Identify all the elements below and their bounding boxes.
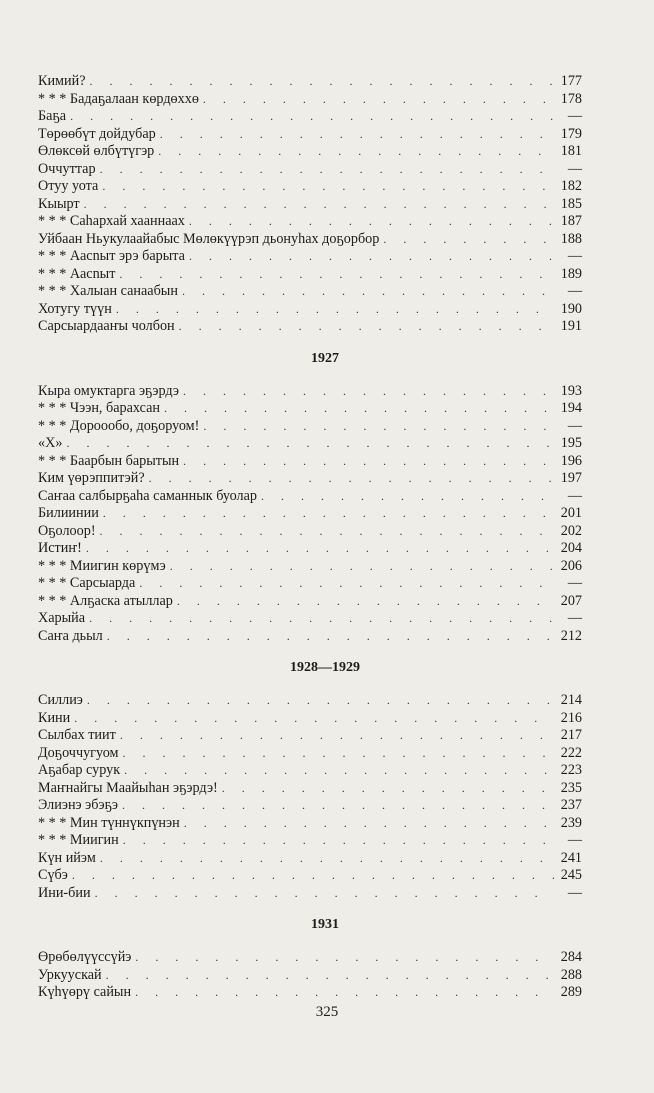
entry-page-number: 181 [560,143,582,159]
entry-page-number: 178 [560,90,582,107]
dot-leader [119,266,554,284]
entry-title: Доҕоччугуом [38,744,119,761]
entry-title: Силлиэ [38,692,83,708]
entry-title: «Х» [38,435,63,451]
toc-entry [38,710,582,728]
entry-title: * * * Дороообо, доҕоруом! [38,417,200,434]
entry-page-number: 206 [560,557,582,574]
dot-leader [89,610,554,628]
dot-leader [177,593,554,611]
dot-leader [106,967,554,985]
dot-leader [182,283,554,301]
entry-title: Өрөбөлүүссүйэ [38,949,132,965]
entry-title: Төрөөбүт дойдубар [38,125,156,142]
dot-leader [102,178,554,196]
toc-entry [38,453,582,471]
toc-section [38,350,582,646]
entry-page-number: 288 [560,966,582,983]
entry-page-number: 216 [560,709,582,726]
toc-entry [38,418,582,436]
entry-page-number: 191 [560,318,582,334]
dot-leader [84,196,554,214]
dot-leader [107,628,554,646]
entry-page-number: 239 [560,814,582,831]
entry-page-number: — [567,417,582,434]
entry-page-number: 177 [560,73,582,89]
dot-leader [183,453,554,471]
entry-title: Сүбэ [38,867,68,883]
toc-entry [38,575,582,593]
entry-title: Кыра омуктарга эҕэрдэ [38,382,180,399]
dot-leader [120,727,554,745]
toc-entry [38,797,582,815]
entry-page-number: 196 [560,452,582,469]
toc-entry [38,949,582,967]
entry-page-number: 182 [560,178,582,194]
toc-entry [38,73,582,91]
dot-leader [122,797,554,815]
entry-page-number: — [567,248,582,264]
entry-page-number: 207 [560,592,582,609]
entry-page-number: 197 [560,470,582,486]
dot-leader [179,318,554,336]
toc-entry [38,558,582,576]
dot-leader [383,231,554,249]
toc-entry [38,745,582,763]
dot-leader [164,400,554,418]
toc-entry [38,196,582,214]
entry-title: Ким үөрэппитэй? [38,470,145,486]
toc-entry [38,610,582,628]
toc-entry [38,318,582,336]
dot-leader [95,885,554,903]
entry-page-number: 201 [560,505,582,521]
toc-entry [38,161,582,179]
toc-entry [38,91,582,109]
entry-title: * * * Сарсыарда [38,575,136,591]
entry-title: Саҥаа салбырҕаһа саманнык буолар [38,487,257,504]
section-year-heading: 1928—1929 [290,660,360,675]
toc-entry [38,248,582,266]
entry-page-number: — [567,487,582,504]
dot-leader [261,488,554,506]
toc-entry [38,523,582,541]
section-year-heading: 1927 [311,350,339,366]
toc-section [38,916,582,1002]
entry-title: Уйбаан Ньукулаайабыс Мөлөкүүрэп дьонуһах доҕорбор [38,230,380,247]
toc-entry [38,283,582,301]
entry-title: Ини-бии [38,884,91,901]
entry-page-number: 223 [560,762,582,778]
dot-leader [160,126,554,144]
entry-title: * * * Алҕаска атыллар [38,592,173,609]
toc-entry [38,867,582,885]
dot-leader [100,850,554,868]
toc-entry [38,692,582,710]
dot-leader [189,248,554,266]
entry-title: Истиҥ! [38,540,82,556]
entry-page-number: 235 [560,779,582,796]
toc-entry [38,383,582,401]
entry-title: * * * Мин түннүкпүнэн [38,814,180,831]
dot-leader [124,762,554,780]
dot-leader [149,470,554,488]
entry-title: * * * Аасnыт [38,265,116,282]
entry-page-number: 195 [560,435,582,451]
entry-title: * * * Чээн, барахсан [38,400,160,416]
toc-entry [38,488,582,506]
entry-title: Күһүөрү сайын [38,984,132,1000]
dot-leader [184,815,554,833]
dot-leader [203,91,554,109]
entry-page-number: 193 [560,382,582,399]
toc-entry [38,762,582,780]
toc-section [38,659,582,902]
entry-title: Оччуттар [38,160,96,177]
toc-entry [38,108,582,126]
entry-title: Аҕабар сурук [38,762,121,778]
dot-leader [203,418,554,436]
toc-entry [38,885,582,903]
dot-leader [70,108,554,126]
entry-page-number: — [567,575,582,591]
toc-entry [38,984,582,1002]
entry-page-number: 179 [560,125,582,142]
entry-page-number: 241 [560,849,582,866]
toc-section [38,73,582,336]
entry-page-number: — [567,160,582,177]
entry-title: Кимий? [38,73,86,89]
dot-leader [222,780,554,798]
dot-leader [189,213,554,231]
toc-entry [38,178,582,196]
dot-leader [123,745,554,763]
entry-page-number: 190 [560,300,582,317]
entry-page-number: 188 [560,230,582,247]
dot-leader [183,383,554,401]
entry-title: Сылбах тиит [38,727,116,743]
entry-title: Оҕолоор! [38,522,96,539]
entry-title: Харыйа [38,610,86,626]
dot-leader [66,435,554,453]
entry-title: Өлөксөй өлбүтүгэр [38,143,155,159]
entry-title: Хотугу түүн [38,300,112,317]
dot-leader [74,710,554,728]
toc-entry [38,470,582,488]
dot-leader [86,540,554,558]
entry-page-number: 202 [560,522,582,539]
dot-leader [139,575,554,593]
entry-title: Маҥнайгы Маайыһан эҕэрдэ! [38,779,218,796]
toc-entry [38,628,582,646]
toc-entry [38,143,582,161]
entry-title: * * * Халыан санаабын [38,283,178,299]
toc-entry [38,593,582,611]
entry-title: Кини [38,709,71,726]
toc-entry [38,727,582,745]
entry-page-number: — [567,832,582,848]
entry-page-number: 187 [560,213,582,229]
entry-title: Билиинии [38,505,99,521]
entry-title: Кыырт [38,195,80,212]
toc-entry [38,832,582,850]
entry-title: Отуу уота [38,178,99,194]
entry-page-number: — [567,283,582,299]
entry-title: Саҥа дьыл [38,627,103,644]
entry-page-number: 284 [560,949,582,965]
entry-page-number: 217 [560,727,582,743]
toc-entry [38,301,582,319]
dot-leader [100,161,554,179]
entry-title: * * * Аасnыт эрэ барыта [38,248,185,264]
entry-title: Сарсыардааҥы чолбон [38,318,175,334]
entry-page-number: 245 [560,867,582,883]
toc-entry [38,505,582,523]
entry-title: * * * Баарбын барытын [38,452,180,469]
entry-page-number: — [567,610,582,626]
entry-page-number: 214 [560,692,582,708]
entry-title: Уркуускай [38,966,102,983]
entry-page-number: 289 [560,984,582,1000]
entry-page-number: — [567,884,582,901]
toc-entry [38,231,582,249]
entry-page-number: 212 [560,627,582,644]
dot-leader [116,301,554,319]
toc-entry [38,967,582,985]
toc-entry [38,213,582,231]
entry-page-number: — [567,108,582,124]
entry-page-number: 189 [560,265,582,282]
toc-entry [38,540,582,558]
dot-leader [87,692,554,710]
page-number: 325 [315,1004,339,1020]
entry-page-number: 204 [560,540,582,556]
entry-title: * * * Миигин көрүмэ [38,557,166,574]
toc-entry [38,266,582,284]
toc-entry [38,435,582,453]
entry-page-number: 185 [560,195,582,212]
dot-leader [170,558,554,576]
entry-page-number: 237 [560,797,582,813]
entry-title: Элиэнэ эбэҕэ [38,797,118,813]
dot-leader [103,505,554,523]
entry-title: * * * Бадаҕалаан көрдөххө [38,90,199,107]
entry-title: Күн ийэм [38,849,96,866]
dot-leader [135,949,554,967]
toc-entry [38,780,582,798]
dot-leader [123,832,554,850]
entry-page-number: 194 [560,400,582,416]
entry-title: * * * Саһархай хааннаах [38,213,185,229]
dot-leader [100,523,554,541]
dot-leader [135,984,554,1002]
toc-entry [38,815,582,833]
entry-title: Баҕа [38,108,67,124]
section-year-heading: 1931 [311,917,339,932]
dot-leader [158,143,554,161]
toc-entry [38,400,582,418]
dot-leader [90,73,554,91]
entry-page-number: 222 [560,744,582,761]
entry-title: * * * Миигин [38,832,119,848]
toc-entry [38,850,582,868]
dot-leader [72,867,554,885]
toc-entry [38,126,582,144]
table-of-contents [38,73,582,1002]
